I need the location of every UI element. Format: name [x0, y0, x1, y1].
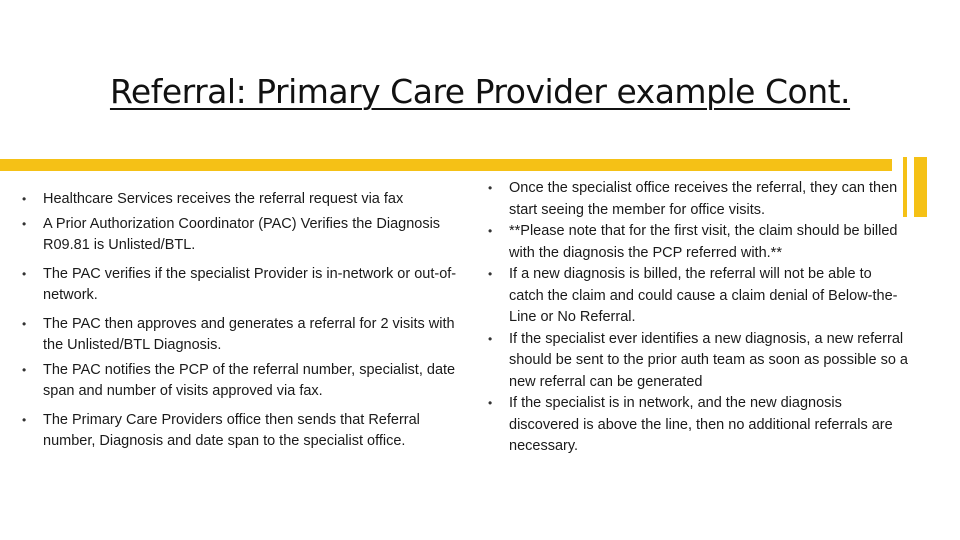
bullet-icon: •	[22, 412, 27, 427]
bullet-icon: •	[488, 396, 493, 410]
slide-title: Referral: Primary Care Provider example Cont.	[109, 72, 851, 111]
list-item	[22, 314, 467, 357]
list-item-text: The PAC then approves and generates a referral for 2 visits with the Unlisted/BTL Diagnosis.	[43, 315, 455, 353]
bullet-icon: •	[22, 316, 27, 331]
accent-bar	[0, 159, 892, 171]
list-item	[488, 264, 908, 329]
list-item-text: Healthcare Services receives the referral request via fax	[43, 191, 404, 207]
accent-line-thick	[914, 157, 927, 217]
list-item	[22, 264, 467, 307]
bullet-icon: •	[488, 331, 493, 346]
list-item-text: The PAC notifies the PCP of the referral number, specialist, date span and number of visits approved via fax.	[43, 361, 456, 399]
list-item-text: If the specialist is in network, and the new diagnosis discovered is above the line, then no additional referrals are necessary.	[509, 395, 893, 454]
bullet-icon: •	[22, 192, 27, 206]
bullet-icon: •	[22, 362, 27, 377]
list-item-text: Once the specialist office receives the referral, they can then start seeing the member for office visits.	[509, 180, 898, 218]
list-item	[488, 393, 908, 458]
bullet-icon: •	[488, 224, 493, 238]
list-item	[22, 360, 467, 403]
list-item	[488, 178, 908, 221]
list-item	[22, 214, 467, 257]
list-item-text: **Please note that for the first visit, the claim should be billed with the diagnosis the PCP referred with.**	[509, 223, 898, 261]
list-item	[488, 329, 908, 394]
list-item-text: If the specialist ever identifies a new diagnosis, a new referral should be sent to the prior auth team as soon as possible so a new referral can be generated	[509, 330, 908, 390]
list-item-text: The Primary Care Providers office then sends that Referral number, Diagnosis and date span to the specialist office.	[43, 411, 420, 449]
left-bullet-list	[22, 189, 467, 460]
bullet-icon: •	[22, 266, 27, 281]
bullet-icon: •	[22, 216, 27, 231]
list-item-text: The PAC verifies if the specialist Provider is in-network or out-of-network.	[43, 265, 457, 303]
list-item	[22, 189, 467, 211]
list-item	[488, 221, 908, 264]
list-item-text: If a new diagnosis is billed, the referral will not be able to catch the claim and could cause a claim denial of Below-the-Line or No Referral.	[509, 266, 898, 325]
list-item-text: A Prior Authorization Coordinator (PAC) Verifies the Diagnosis R09.81 is Unlisted/BTL.	[43, 215, 441, 253]
right-bullet-list	[488, 178, 908, 458]
bullet-icon: •	[488, 181, 493, 195]
list-item	[22, 410, 467, 453]
bullet-icon: •	[488, 267, 493, 281]
